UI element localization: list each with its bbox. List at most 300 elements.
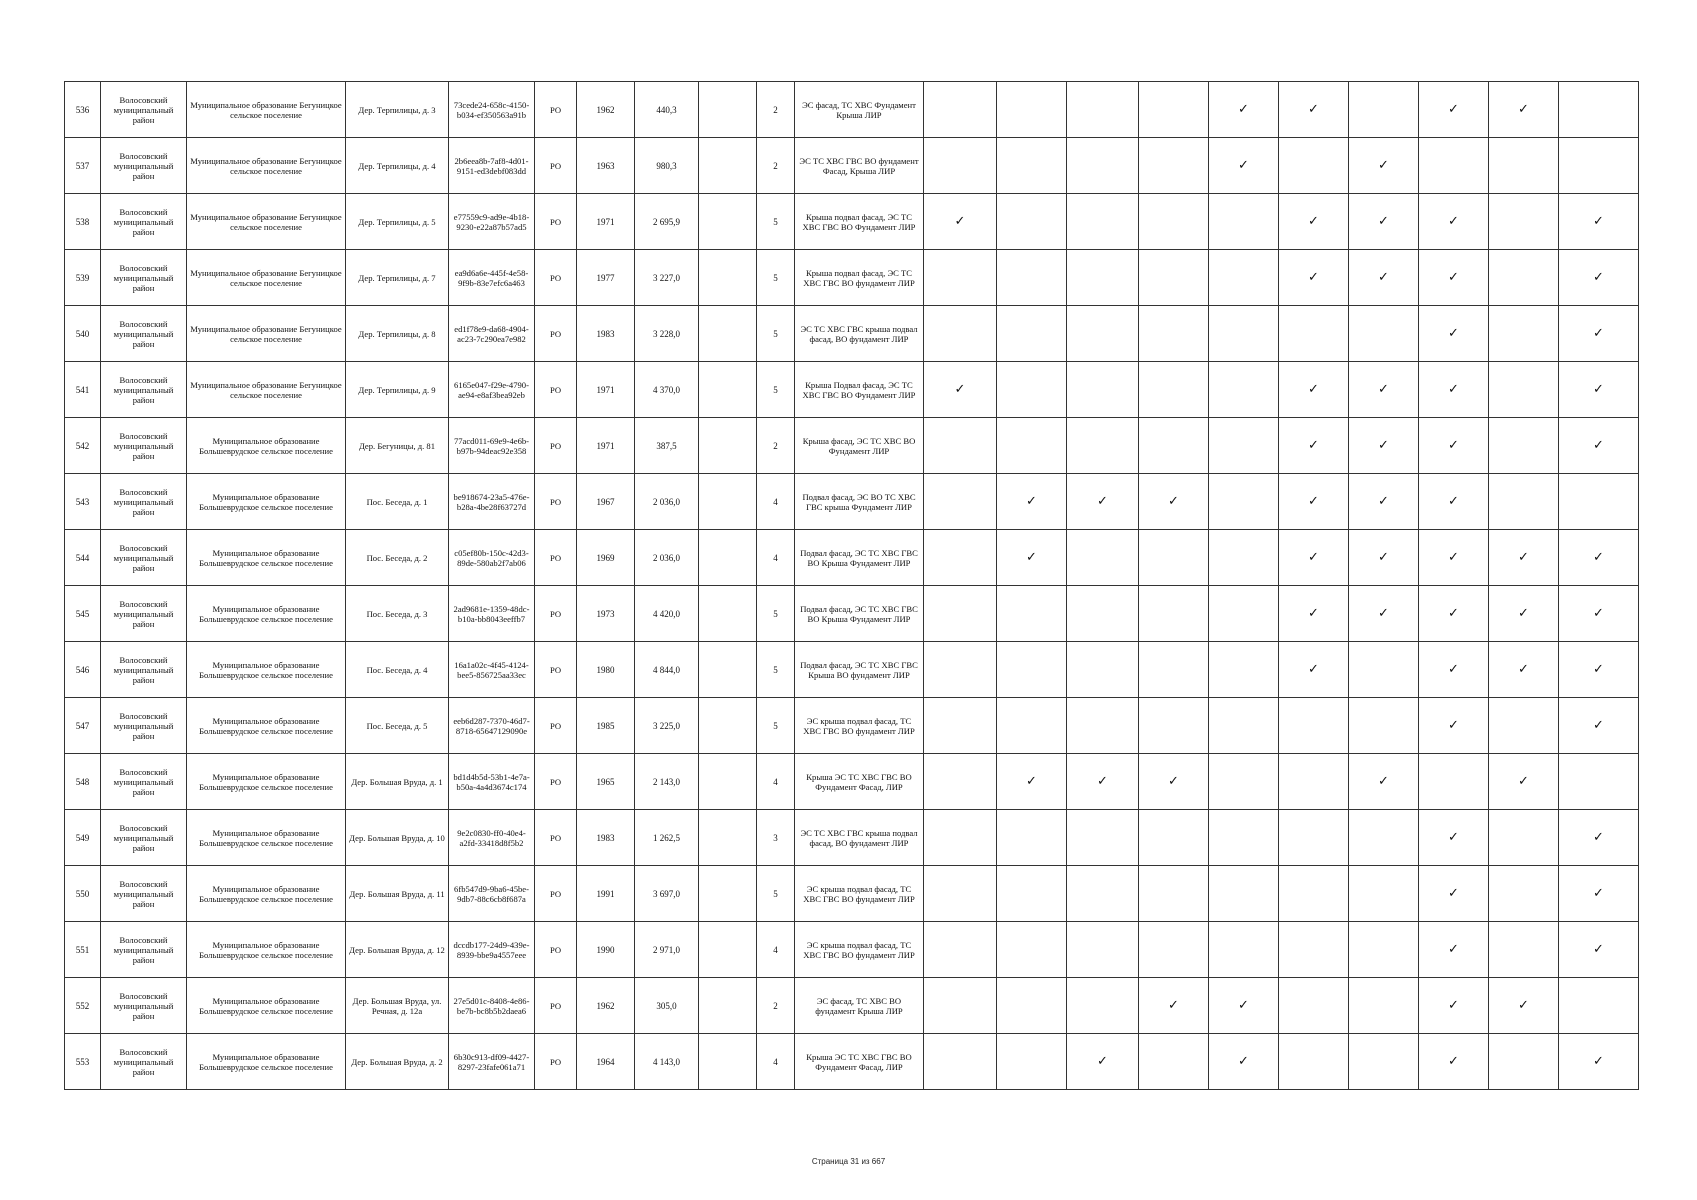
checkmark-icon: ✓ xyxy=(1308,494,1319,509)
work-check-cell-4 xyxy=(1139,474,1209,530)
work-check-cell-3 xyxy=(1067,194,1139,250)
work-check-cell-9 xyxy=(1489,138,1559,194)
checkmark-icon: ✓ xyxy=(1378,158,1389,173)
work-check-cell-10 xyxy=(1559,922,1639,978)
house-guid-cell: be918674-23a5-476e-b28a-4be28f63727d xyxy=(449,474,535,530)
work-check-cell-4 xyxy=(1139,306,1209,362)
management-type-cell: РО xyxy=(535,362,577,418)
table-row xyxy=(65,810,1639,866)
house-guid-cell: 2ad9681e-1359-48dc-b10a-bb8043eeffb7 xyxy=(449,586,535,642)
page-footer: Страница 31 из 667 xyxy=(811,1157,886,1166)
construction-year-cell: 1983 xyxy=(577,306,635,362)
work-check-cell-3 xyxy=(1067,866,1139,922)
work-check-cell-5 xyxy=(1209,866,1279,922)
work-check-cell-3 xyxy=(1067,362,1139,418)
checkmark-icon: ✓ xyxy=(1518,662,1529,677)
work-check-cell-5 xyxy=(1209,586,1279,642)
work-check-cell-3 xyxy=(1067,754,1139,810)
checkmark-icon: ✓ xyxy=(1518,774,1529,789)
address-cell: Дер. Большая Вруда, д. 1 xyxy=(346,754,449,810)
checkmark-icon: ✓ xyxy=(1308,102,1319,117)
house-guid-cell: bd1d4b5d-53b1-4e7a-b50a-4a4d3674c174 xyxy=(449,754,535,810)
empty-cell xyxy=(699,978,757,1034)
work-check-cell-9 xyxy=(1489,418,1559,474)
construction-year-cell: 1971 xyxy=(577,194,635,250)
work-check-cell-2 xyxy=(997,530,1067,586)
work-check-cell-1 xyxy=(924,306,997,362)
row-number-cell: 549 xyxy=(65,810,101,866)
work-check-cell-5 xyxy=(1209,754,1279,810)
table-row xyxy=(65,866,1639,922)
management-type-cell: РО xyxy=(535,530,577,586)
checkmark-icon: ✓ xyxy=(954,382,966,397)
municipality-cell: Муниципальное образование Бегуницкое сельское поселение xyxy=(187,250,346,306)
work-check-cell-4 xyxy=(1139,698,1209,754)
work-check-cell-10 xyxy=(1559,866,1639,922)
checkmark-icon: ✓ xyxy=(1448,1054,1459,1069)
row-number-cell: 553 xyxy=(65,1034,101,1090)
district-cell: Волосовский муниципальный район xyxy=(101,642,187,698)
work-check-cell-2 xyxy=(997,306,1067,362)
construction-year-cell: 1962 xyxy=(577,978,635,1034)
work-check-cell-1 xyxy=(924,922,997,978)
checkmark-icon: ✓ xyxy=(1378,606,1389,621)
area-cell: 3 697,0 xyxy=(635,866,699,922)
empty-cell xyxy=(699,362,757,418)
row-number-cell: 541 xyxy=(65,362,101,418)
work-check-cell-1 xyxy=(924,530,997,586)
checkmark-icon: ✓ xyxy=(1518,998,1529,1013)
checkmark-icon: ✓ xyxy=(1168,774,1179,789)
management-type-cell: РО xyxy=(535,1034,577,1090)
address-cell: Дер. Терпилицы, д. 8 xyxy=(346,306,449,362)
municipality-cell: Муниципальное образование Большеврудское сельское поселение xyxy=(187,642,346,698)
works-list-cell: Подвал фасад, ЭС ТС ХВС ГВС ВО Крыша Фундамент ЛИР xyxy=(795,530,924,586)
district-cell: Волосовский муниципальный район xyxy=(101,866,187,922)
table-row xyxy=(65,586,1639,642)
work-check-cell-8 xyxy=(1419,474,1489,530)
empty-cell xyxy=(699,754,757,810)
floors-cell: 2 xyxy=(757,418,795,474)
work-check-cell-8 xyxy=(1419,698,1489,754)
work-check-cell-5 xyxy=(1209,418,1279,474)
work-check-cell-5 xyxy=(1209,810,1279,866)
empty-cell xyxy=(699,1034,757,1090)
work-check-cell-5 xyxy=(1209,978,1279,1034)
area-cell: 4 420,0 xyxy=(635,586,699,642)
management-type-cell: РО xyxy=(535,922,577,978)
construction-year-cell: 1965 xyxy=(577,754,635,810)
work-check-cell-2 xyxy=(997,82,1067,138)
work-check-cell-7 xyxy=(1349,82,1419,138)
empty-cell xyxy=(699,866,757,922)
construction-year-cell: 1980 xyxy=(577,642,635,698)
checkmark-icon: ✓ xyxy=(1378,214,1389,229)
checkmark-icon: ✓ xyxy=(1593,606,1604,621)
floors-cell: 5 xyxy=(757,698,795,754)
work-check-cell-3 xyxy=(1067,642,1139,698)
works-list-cell: Крыша ЭС ТС ХВС ГВС ВО Фундамент Фасад, ЛИР xyxy=(795,754,924,810)
address-cell: Пос. Беседа, д. 2 xyxy=(346,530,449,586)
work-check-cell-7 xyxy=(1349,922,1419,978)
checkmark-icon: ✓ xyxy=(1308,662,1319,677)
works-list-cell: Крыша фасад, ЭС ТС ХВС ВО Фундамент ЛИР xyxy=(795,418,924,474)
row-number-cell: 540 xyxy=(65,306,101,362)
work-check-cell-4 xyxy=(1139,1034,1209,1090)
work-check-cell-8 xyxy=(1419,754,1489,810)
checkmark-icon: ✓ xyxy=(1448,886,1459,901)
work-check-cell-2 xyxy=(997,586,1067,642)
work-check-cell-10 xyxy=(1559,418,1639,474)
management-type-cell: РО xyxy=(535,810,577,866)
work-check-cell-6 xyxy=(1279,922,1349,978)
management-type-cell: РО xyxy=(535,82,577,138)
floors-cell: 5 xyxy=(757,250,795,306)
area-cell: 4 370,0 xyxy=(635,362,699,418)
floors-cell: 4 xyxy=(757,474,795,530)
work-check-cell-1 xyxy=(924,474,997,530)
house-guid-cell: 9e2c0830-ff0-40e4-a2fd-33418d8f5b2 xyxy=(449,810,535,866)
work-check-cell-5 xyxy=(1209,306,1279,362)
work-check-cell-3 xyxy=(1067,530,1139,586)
work-check-cell-10 xyxy=(1559,530,1639,586)
row-number-cell: 538 xyxy=(65,194,101,250)
table-row xyxy=(65,474,1639,530)
work-check-cell-6 xyxy=(1279,698,1349,754)
district-cell: Волосовский муниципальный район xyxy=(101,810,187,866)
municipality-cell: Муниципальное образование Бегуницкое сельское поселение xyxy=(187,194,346,250)
work-check-cell-7 xyxy=(1349,866,1419,922)
checkmark-icon: ✓ xyxy=(1448,998,1459,1013)
empty-cell xyxy=(699,138,757,194)
works-list-cell: Подвал фасад, ЭС ТС ХВС ГВС Крыша ВО фундамент ЛИР xyxy=(795,642,924,698)
work-check-cell-8 xyxy=(1419,306,1489,362)
checkmark-icon: ✓ xyxy=(1378,774,1389,789)
area-cell: 3 228,0 xyxy=(635,306,699,362)
work-check-cell-6 xyxy=(1279,474,1349,530)
floors-cell: 4 xyxy=(757,530,795,586)
work-check-cell-6 xyxy=(1279,642,1349,698)
work-check-cell-7 xyxy=(1349,978,1419,1034)
table-row xyxy=(65,922,1639,978)
district-cell: Волосовский муниципальный район xyxy=(101,418,187,474)
address-cell: Пос. Беседа, д. 4 xyxy=(346,642,449,698)
work-check-cell-3 xyxy=(1067,586,1139,642)
work-check-cell-5 xyxy=(1209,138,1279,194)
checkmark-icon: ✓ xyxy=(1448,550,1459,565)
municipality-cell: Муниципальное образование Большеврудское сельское поселение xyxy=(187,586,346,642)
checkmark-icon: ✓ xyxy=(1593,662,1604,677)
checkmark-icon: ✓ xyxy=(1097,1054,1108,1069)
checkmark-icon: ✓ xyxy=(1097,774,1108,789)
table-row xyxy=(65,978,1639,1034)
work-check-cell-7 xyxy=(1349,138,1419,194)
row-number-cell: 551 xyxy=(65,922,101,978)
work-check-cell-6 xyxy=(1279,754,1349,810)
table-row xyxy=(65,82,1639,138)
works-list-cell: ЭС ТС ХВС ГВС ВО фундамент Фасад, Крыша ЛИР xyxy=(795,138,924,194)
checkmark-icon: ✓ xyxy=(1097,494,1108,509)
floors-cell: 4 xyxy=(757,754,795,810)
management-type-cell: РО xyxy=(535,698,577,754)
management-type-cell: РО xyxy=(535,866,577,922)
work-check-cell-4 xyxy=(1139,754,1209,810)
works-list-cell: Подвал фасад, ЭС ТС ХВС ГВС ВО Крыша Фундамент ЛИР xyxy=(795,586,924,642)
floors-cell: 5 xyxy=(757,866,795,922)
checkmark-icon: ✓ xyxy=(1238,158,1249,173)
checkmark-icon: ✓ xyxy=(1518,550,1529,565)
area-cell: 2 695,9 xyxy=(635,194,699,250)
work-check-cell-8 xyxy=(1419,1034,1489,1090)
work-check-cell-1 xyxy=(924,1034,997,1090)
area-cell: 2 036,0 xyxy=(635,530,699,586)
table-row xyxy=(65,1034,1639,1090)
checkmark-icon: ✓ xyxy=(1593,1054,1604,1069)
checkmark-icon: ✓ xyxy=(1378,382,1389,397)
work-check-cell-5 xyxy=(1209,194,1279,250)
checkmark-icon: ✓ xyxy=(1026,550,1037,565)
work-check-cell-2 xyxy=(997,1034,1067,1090)
work-check-cell-8 xyxy=(1419,922,1489,978)
works-list-cell: Крыша подвал фасад, ЭС ТС ХВС ГВС ВО фундамент ЛИР xyxy=(795,250,924,306)
work-check-cell-1 xyxy=(924,698,997,754)
work-check-cell-5 xyxy=(1209,250,1279,306)
work-check-cell-6 xyxy=(1279,250,1349,306)
work-check-cell-1 xyxy=(924,250,997,306)
district-cell: Волосовский муниципальный район xyxy=(101,530,187,586)
management-type-cell: РО xyxy=(535,754,577,810)
house-guid-cell: 77acd011-69e9-4e6b-b97b-94deac92e358 xyxy=(449,418,535,474)
work-check-cell-9 xyxy=(1489,362,1559,418)
checkmark-icon: ✓ xyxy=(1308,550,1319,565)
row-number-cell: 544 xyxy=(65,530,101,586)
checkmark-icon: ✓ xyxy=(1593,718,1604,733)
house-guid-cell: c05ef80b-150c-42d3-89de-580ab2f7ab06 xyxy=(449,530,535,586)
house-guid-cell: ed1f78e9-da68-4904-ac23-7c290ea7e982 xyxy=(449,306,535,362)
row-number-cell: 542 xyxy=(65,418,101,474)
checkmark-icon: ✓ xyxy=(1518,102,1529,117)
checkmark-icon: ✓ xyxy=(1448,382,1459,397)
work-check-cell-7 xyxy=(1349,250,1419,306)
work-check-cell-10 xyxy=(1559,194,1639,250)
work-check-cell-3 xyxy=(1067,418,1139,474)
work-check-cell-3 xyxy=(1067,138,1139,194)
construction-year-cell: 1967 xyxy=(577,474,635,530)
table-body xyxy=(65,82,1639,1090)
work-check-cell-7 xyxy=(1349,306,1419,362)
work-check-cell-9 xyxy=(1489,194,1559,250)
checkmark-icon: ✓ xyxy=(1378,494,1389,509)
work-check-cell-3 xyxy=(1067,922,1139,978)
address-cell: Пос. Беседа, д. 5 xyxy=(346,698,449,754)
checkmark-icon: ✓ xyxy=(1593,214,1604,229)
district-cell: Волосовский муниципальный район xyxy=(101,306,187,362)
work-check-cell-8 xyxy=(1419,978,1489,1034)
checkmark-icon: ✓ xyxy=(1448,494,1459,509)
checkmark-icon: ✓ xyxy=(1448,102,1459,117)
work-check-cell-3 xyxy=(1067,1034,1139,1090)
checkmark-icon: ✓ xyxy=(1593,270,1604,285)
district-cell: Волосовский муниципальный район xyxy=(101,922,187,978)
empty-cell xyxy=(699,922,757,978)
work-check-cell-10 xyxy=(1559,978,1639,1034)
management-type-cell: РО xyxy=(535,250,577,306)
district-cell: Волосовский муниципальный район xyxy=(101,978,187,1034)
checkmark-icon: ✓ xyxy=(1593,830,1604,845)
work-check-cell-2 xyxy=(997,642,1067,698)
municipality-cell: Муниципальное образование Большеврудское сельское поселение xyxy=(187,698,346,754)
management-type-cell: РО xyxy=(535,418,577,474)
municipality-cell: Муниципальное образование Большеврудское сельское поселение xyxy=(187,978,346,1034)
empty-cell xyxy=(699,698,757,754)
address-cell: Дер. Большая Вруда, д. 12 xyxy=(346,922,449,978)
work-check-cell-2 xyxy=(997,698,1067,754)
checkmark-icon: ✓ xyxy=(1168,494,1179,509)
management-type-cell: РО xyxy=(535,474,577,530)
empty-cell xyxy=(699,474,757,530)
address-cell: Дер. Большая Вруда, ул. Речная, д. 12а xyxy=(346,978,449,1034)
work-check-cell-8 xyxy=(1419,586,1489,642)
checkmark-icon: ✓ xyxy=(1593,382,1604,397)
work-check-cell-2 xyxy=(997,922,1067,978)
municipality-cell: Муниципальное образование Большеврудское сельское поселение xyxy=(187,922,346,978)
work-check-cell-6 xyxy=(1279,978,1349,1034)
work-check-cell-5 xyxy=(1209,922,1279,978)
table-row xyxy=(65,418,1639,474)
row-number-cell: 550 xyxy=(65,866,101,922)
work-check-cell-9 xyxy=(1489,922,1559,978)
house-guid-cell: 2b6eea8b-7af8-4d01-9151-ed3debf083dd xyxy=(449,138,535,194)
area-cell: 440,3 xyxy=(635,82,699,138)
checkmark-icon: ✓ xyxy=(1448,326,1459,341)
floors-cell: 2 xyxy=(757,138,795,194)
empty-cell xyxy=(699,586,757,642)
work-check-cell-9 xyxy=(1489,530,1559,586)
construction-year-cell: 1985 xyxy=(577,698,635,754)
floors-cell: 5 xyxy=(757,194,795,250)
work-check-cell-6 xyxy=(1279,586,1349,642)
house-guid-cell: eeb6d287-7370-46d7-8718-65647129090e xyxy=(449,698,535,754)
district-cell: Волосовский муниципальный район xyxy=(101,250,187,306)
work-check-cell-1 xyxy=(924,810,997,866)
checkmark-icon: ✓ xyxy=(1378,438,1389,453)
work-check-cell-3 xyxy=(1067,250,1139,306)
row-number-cell: 537 xyxy=(65,138,101,194)
municipality-cell: Муниципальное образование Большеврудское сельское поселение xyxy=(187,866,346,922)
table-row xyxy=(65,642,1639,698)
work-check-cell-7 xyxy=(1349,754,1419,810)
empty-cell xyxy=(699,418,757,474)
work-check-cell-2 xyxy=(997,866,1067,922)
area-cell: 4 844,0 xyxy=(635,642,699,698)
work-check-cell-5 xyxy=(1209,362,1279,418)
work-check-cell-1 xyxy=(924,978,997,1034)
municipality-cell: Муниципальное образование Большеврудское сельское поселение xyxy=(187,754,346,810)
construction-year-cell: 1969 xyxy=(577,530,635,586)
row-number-cell: 545 xyxy=(65,586,101,642)
management-type-cell: РО xyxy=(535,306,577,362)
empty-cell xyxy=(699,642,757,698)
address-cell: Дер. Терпилицы, д. 9 xyxy=(346,362,449,418)
floors-cell: 4 xyxy=(757,1034,795,1090)
checkmark-icon: ✓ xyxy=(1593,942,1604,957)
works-list-cell: ЭС крыша подвал фасад, ТС ХВС ГВС ВО фундамент ЛИР xyxy=(795,866,924,922)
work-check-cell-8 xyxy=(1419,362,1489,418)
work-check-cell-10 xyxy=(1559,138,1639,194)
checkmark-icon: ✓ xyxy=(1448,438,1459,453)
row-number-cell: 547 xyxy=(65,698,101,754)
empty-cell xyxy=(699,810,757,866)
area-cell: 2 971,0 xyxy=(635,922,699,978)
house-guid-cell: ea9d6a6e-445f-4e58-9f9b-83e7efc6a463 xyxy=(449,250,535,306)
work-check-cell-1 xyxy=(924,418,997,474)
work-check-cell-9 xyxy=(1489,1034,1559,1090)
checkmark-icon: ✓ xyxy=(1593,438,1604,453)
works-list-cell: ЭС ТС ХВС ГВС крыша подвал фасад, ВО фундамент ЛИР xyxy=(795,306,924,362)
work-check-cell-4 xyxy=(1139,362,1209,418)
work-check-cell-7 xyxy=(1349,362,1419,418)
floors-cell: 5 xyxy=(757,306,795,362)
work-check-cell-10 xyxy=(1559,698,1639,754)
work-check-cell-9 xyxy=(1489,474,1559,530)
work-check-cell-1 xyxy=(924,586,997,642)
work-check-cell-1 xyxy=(924,754,997,810)
work-check-cell-8 xyxy=(1419,82,1489,138)
work-check-cell-8 xyxy=(1419,194,1489,250)
floors-cell: 4 xyxy=(757,922,795,978)
municipality-cell: Муниципальное образование Бегуницкое сельское поселение xyxy=(187,362,346,418)
checkmark-icon: ✓ xyxy=(1448,718,1459,733)
district-cell: Волосовский муниципальный район xyxy=(101,474,187,530)
work-check-cell-5 xyxy=(1209,530,1279,586)
work-check-cell-3 xyxy=(1067,82,1139,138)
work-check-cell-9 xyxy=(1489,754,1559,810)
area-cell: 3 227,0 xyxy=(635,250,699,306)
work-check-cell-5 xyxy=(1209,698,1279,754)
work-check-cell-7 xyxy=(1349,642,1419,698)
empty-cell xyxy=(699,194,757,250)
address-cell: Дер. Большая Вруда, д. 11 xyxy=(346,866,449,922)
table-row xyxy=(65,306,1639,362)
floors-cell: 2 xyxy=(757,978,795,1034)
work-check-cell-4 xyxy=(1139,866,1209,922)
municipality-cell: Муниципальное образование Большеврудское сельское поселение xyxy=(187,1034,346,1090)
work-check-cell-4 xyxy=(1139,530,1209,586)
municipality-cell: Муниципальное образование Большеврудское сельское поселение xyxy=(187,418,346,474)
work-check-cell-6 xyxy=(1279,418,1349,474)
address-cell: Дер. Терпилицы, д. 7 xyxy=(346,250,449,306)
floors-cell: 5 xyxy=(757,362,795,418)
work-check-cell-8 xyxy=(1419,418,1489,474)
checkmark-icon: ✓ xyxy=(1448,942,1459,957)
works-list-cell: ЭС фасад, ТС ХВС ВО фундамент Крыша ЛИР xyxy=(795,978,924,1034)
checkmark-icon: ✓ xyxy=(1026,774,1037,789)
work-check-cell-9 xyxy=(1489,642,1559,698)
works-list-cell: ЭС крыша подвал фасад, ТС ХВС ГВС ВО фундамент ЛИР xyxy=(795,698,924,754)
work-check-cell-7 xyxy=(1349,698,1419,754)
work-check-cell-1 xyxy=(924,362,997,418)
empty-cell xyxy=(699,530,757,586)
work-check-cell-6 xyxy=(1279,1034,1349,1090)
checkmark-icon: ✓ xyxy=(1308,270,1319,285)
row-number-cell: 536 xyxy=(65,82,101,138)
row-number-cell: 552 xyxy=(65,978,101,1034)
construction-year-cell: 1971 xyxy=(577,362,635,418)
district-cell: Волосовский муниципальный район xyxy=(101,1034,187,1090)
construction-year-cell: 1973 xyxy=(577,586,635,642)
checkmark-icon: ✓ xyxy=(1026,494,1037,509)
work-check-cell-9 xyxy=(1489,698,1559,754)
